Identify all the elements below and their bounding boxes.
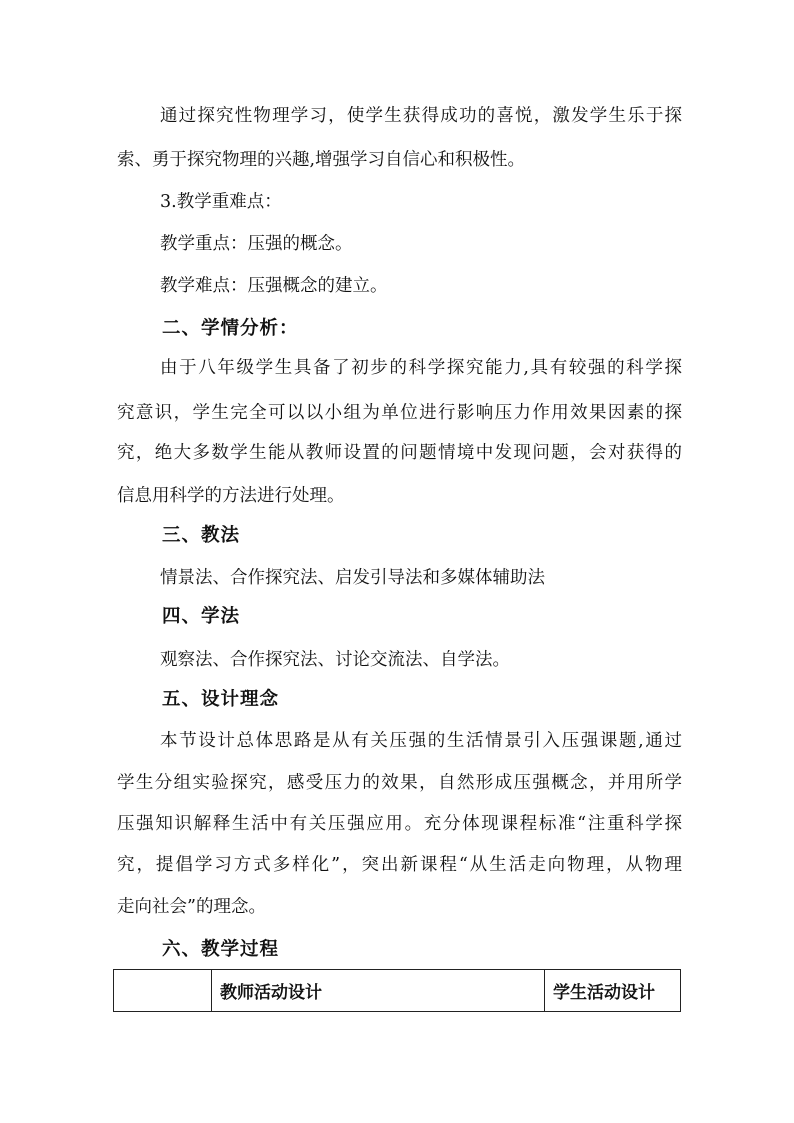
text-line: 信息用科学的方法进行处理。 [117,486,345,506]
table-header-row [114,970,681,1012]
learning-method-text: 观察法、合作探究法、讨论交流法、自学法。 [160,650,510,670]
difficulty-text: 教学难点：压强概念的建立。 [160,276,388,296]
key-difficulty-title: 3.教学重难点： [160,192,282,212]
text-line: 索、勇于探究物理的兴趣,增强学习自信心和积极性。 [117,150,526,170]
section-heading-teaching-method: 三、教法 [162,525,241,546]
text-line: 走向社会”的理念。 [117,897,266,917]
text-line: 究，绝大多数学生能从教师设置的问题情境中发现问题，会对获得的 [117,443,682,463]
section-heading-learning-method: 四、学法 [162,606,241,627]
text-line: 学生分组实验探究，感受压力的效果，自然形成压强概念，并用所学 [117,773,682,793]
text-line: 通过探究性物理学习，使学生获得成功的喜悦，激发学生乐于探 [160,106,682,126]
text-line: 压强知识解释生活中有关压强应用。充分体现课程标准“注重科学探 [117,814,682,834]
text-line: 由于八年级学生具备了初步的科学探究能力,具有较强的科学探 [160,358,682,378]
table-header-cell-teacher: 教师活动设计 [212,970,545,1012]
section-heading-teaching-process: 六、教学过程 [162,939,280,960]
text-line: 本节设计总体思路是从有关压强的生活情景引入压强课题,通过 [160,731,682,751]
text-line: 究，提倡学习方式多样化”，突出新课程“从生活走向物理，从物理 [117,855,682,875]
text-line: 究意识，学生完全可以以小组为单位进行影响压力作用效果因素的探 [117,403,682,423]
teaching-process-table [113,969,681,1012]
table-header-cell-student: 学生活动设计 [545,970,681,1012]
section-heading-design-concept: 五、设计理念 [162,689,280,710]
key-point-text: 教学重点：压强的概念。 [160,234,353,254]
table-header-cell-empty [114,970,212,1012]
teaching-method-text: 情景法、合作探究法、启发引导法和多媒体辅助法 [160,568,545,588]
section-heading-student-analysis: 二、学情分析： [162,318,299,339]
